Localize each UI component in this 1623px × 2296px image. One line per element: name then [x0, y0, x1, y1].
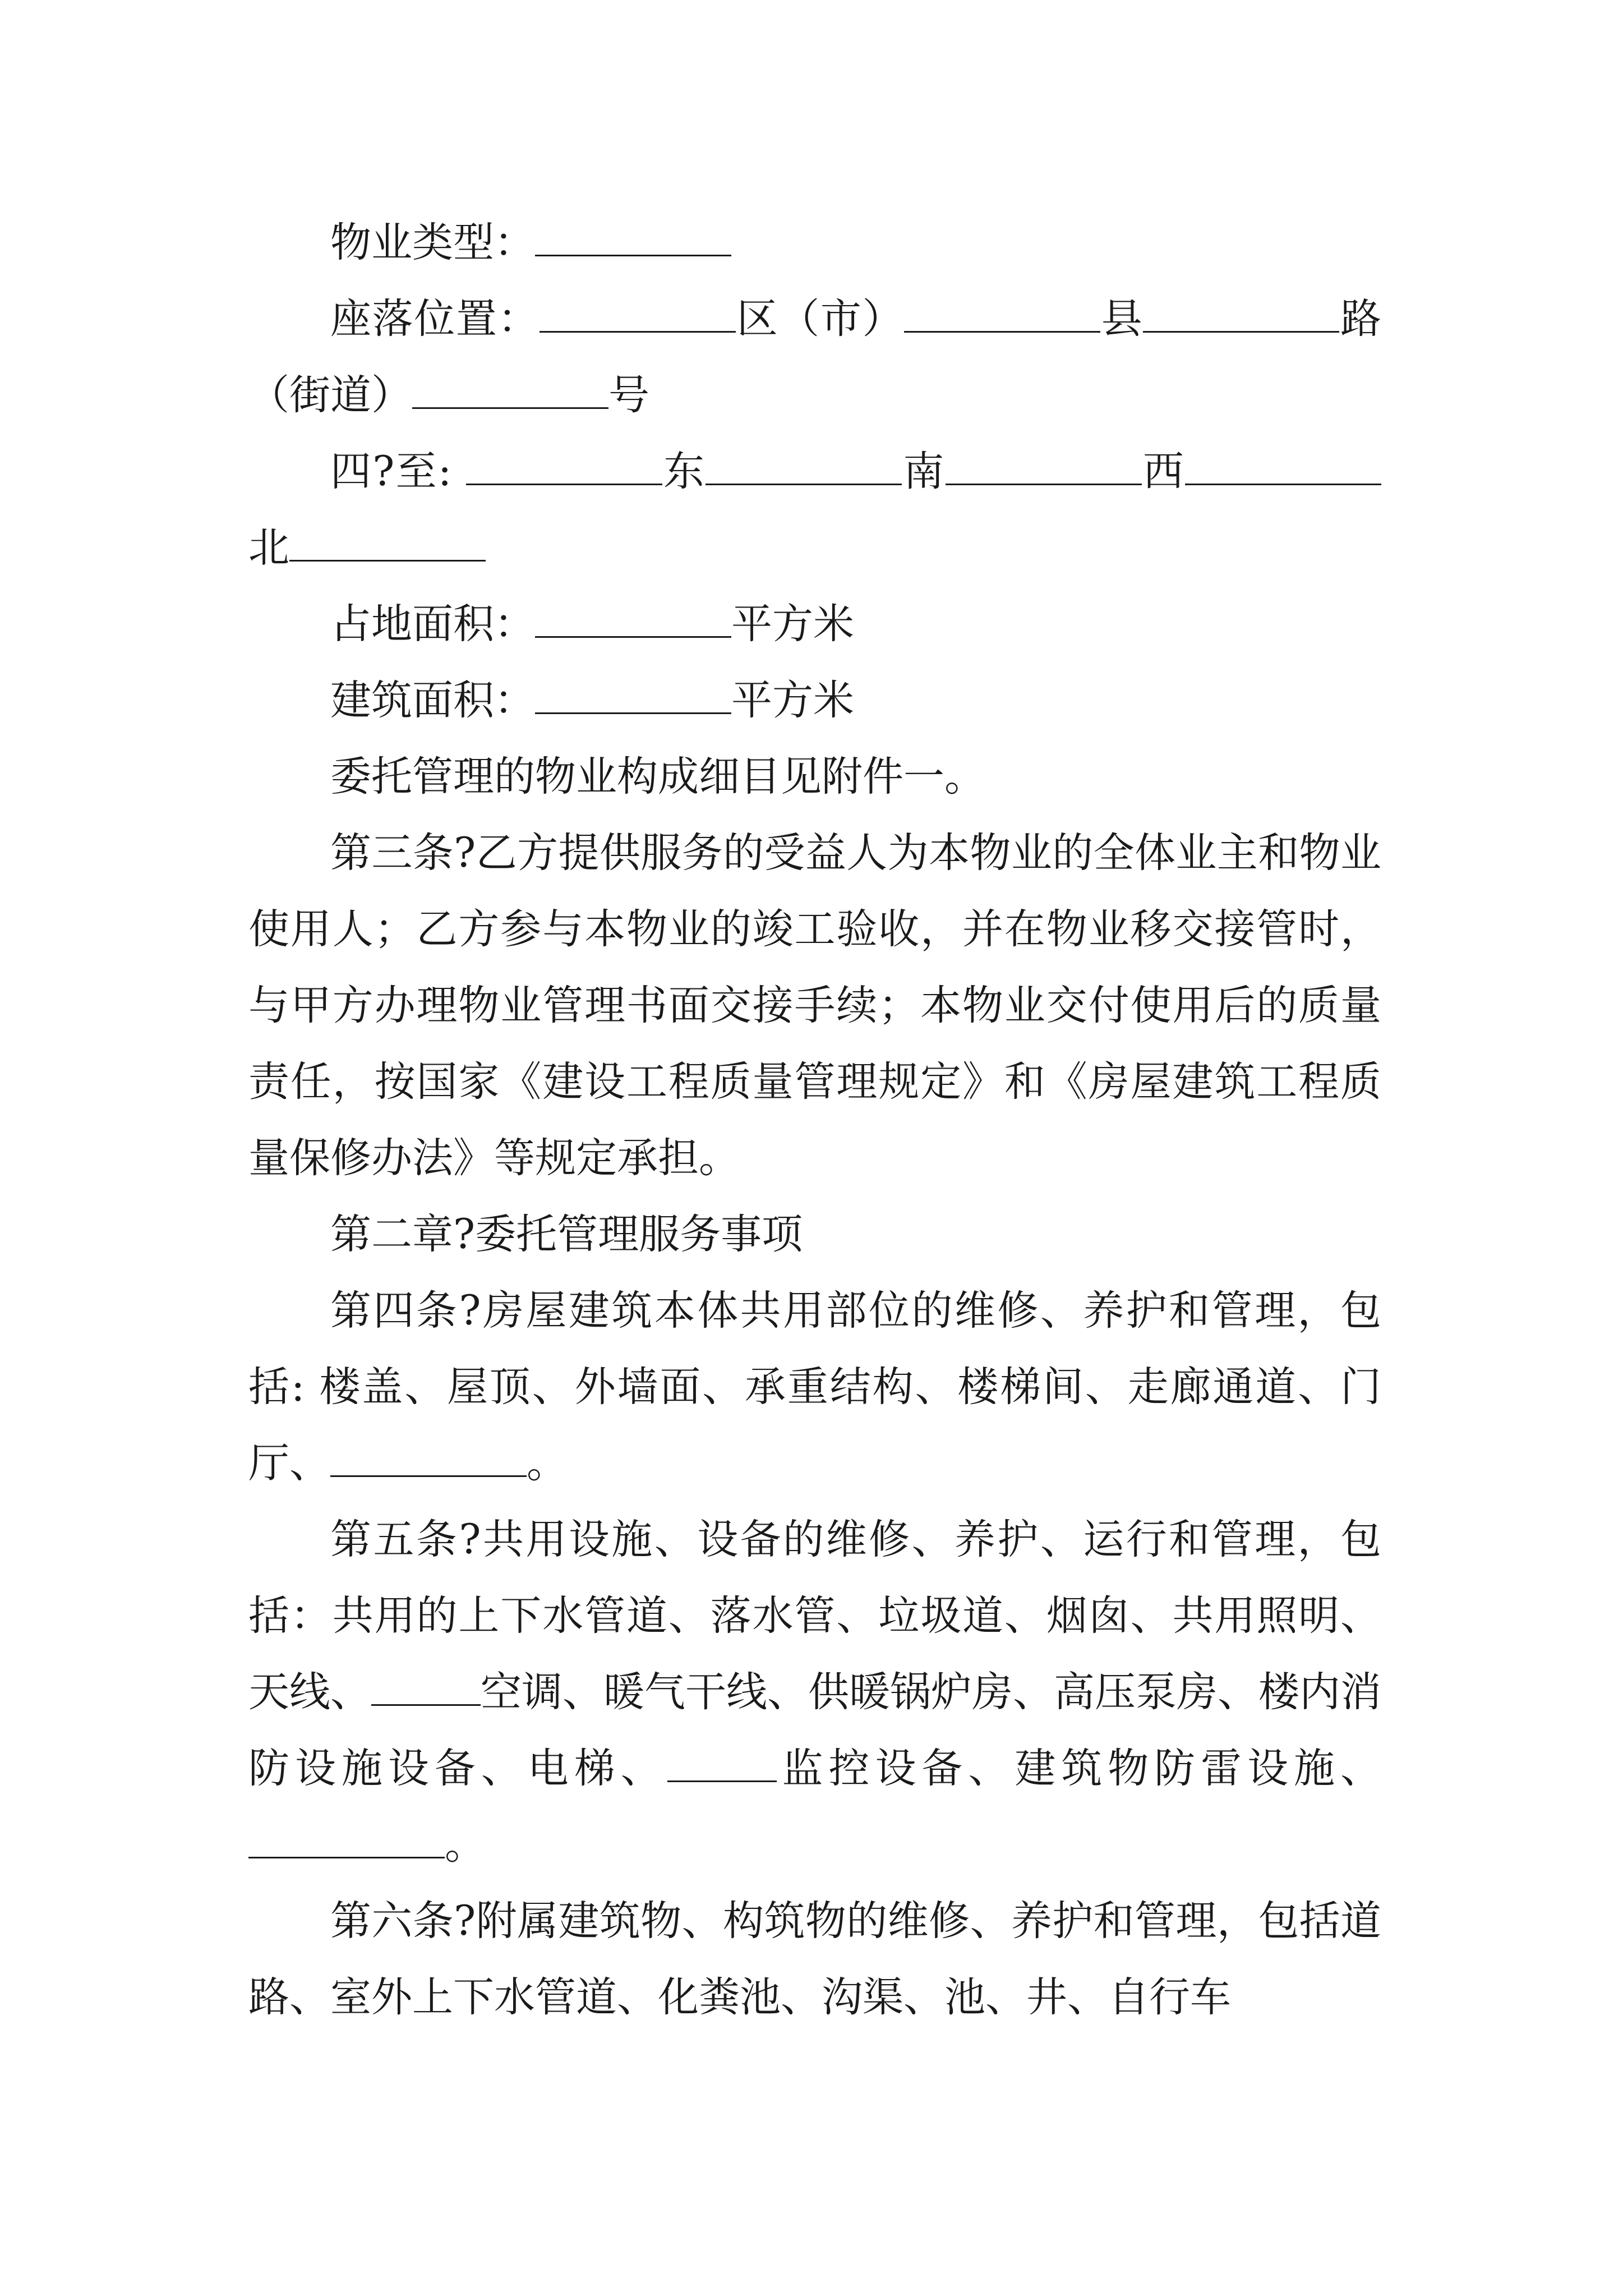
number-label: 号	[608, 371, 649, 419]
east-blank[interactable]	[466, 451, 662, 485]
south-label: 南	[902, 448, 946, 495]
article-5-text-b: 空调、暖气干线、供暖锅炉房、高压泵房、楼内消防设施设备、电梯、	[248, 1668, 1381, 1792]
west-blank[interactable]	[946, 451, 1142, 485]
document-page	[248, 205, 1381, 2036]
north-label: 北	[248, 524, 289, 572]
article-5-blank-1[interactable]	[371, 1672, 481, 1706]
building-area-unit: 平方米	[731, 677, 854, 724]
south-blank[interactable]	[706, 451, 902, 485]
county-label: 县	[1100, 295, 1144, 343]
land-area-label: 占地面积：	[330, 600, 535, 648]
east-label: 东	[662, 448, 706, 495]
district-label: 区（市）	[736, 295, 905, 343]
chapter-2-heading: 第二章?委托管理服务事项	[330, 1211, 803, 1258]
article-4-end: 。	[527, 1439, 568, 1487]
north-blank-a[interactable]	[1185, 451, 1381, 485]
article-4-text: 第四条?房屋建筑本体共用部位的维修、养护和管理，包括: 楼盖、屋顶、外墙面、承重结构、楼梯间、走廊通道、门厅、	[248, 1287, 1381, 1487]
building-area-blank[interactable]	[535, 680, 731, 714]
article-4	[248, 1273, 1381, 1502]
location-line	[248, 281, 1381, 434]
article-4-blank[interactable]	[330, 1443, 527, 1477]
property-type-label: 物业类型：	[330, 219, 535, 266]
appendix-note: 委托管理的物业构成细目见附件一。	[330, 753, 985, 800]
article-5-blank-3[interactable]	[248, 1824, 445, 1858]
article-5-end: 。	[445, 1821, 486, 1869]
north-blank[interactable]	[289, 527, 486, 562]
boundary-line	[248, 434, 1381, 586]
location-road-blank[interactable]	[1143, 298, 1339, 333]
land-area-line	[248, 586, 1381, 662]
building-area-line	[248, 662, 1381, 739]
article-6: 第六条?附属建筑物、构筑物的维修、养护和管理，包括道路、室外上下水管道、化粪池、沟渠、池、井、自行车	[248, 1897, 1381, 2021]
location-district-blank[interactable]	[540, 298, 736, 333]
west-label: 西	[1141, 448, 1186, 495]
building-area-label: 建筑面积：	[330, 677, 535, 724]
road-label: 路（街道）	[248, 295, 1382, 419]
location-number-blank[interactable]	[412, 375, 608, 409]
property-type-line	[248, 205, 1381, 281]
article-5-blank-2[interactable]	[667, 1748, 777, 1782]
article-3: 第三条?乙方提供服务的受益人为本物业的全体业主和物业使用人；乙方参与本物业的竣工验收，并在物业移交接管时，与甲方办理物业管理书面交接手续；本物业交付使用后的质量责任，按国家《建设工程质量管理规定》和《房屋建筑工程质量保修办法》等规定承担。	[248, 829, 1381, 1182]
article-5-text-c: 监控设备、建筑物防雷设施、	[776, 1745, 1382, 1792]
land-area-blank[interactable]	[535, 604, 731, 638]
land-area-unit: 平方米	[731, 600, 854, 648]
property-type-blank[interactable]	[535, 222, 731, 256]
article-5	[248, 1502, 1381, 1883]
location-label: 座落位置：	[330, 295, 540, 343]
location-county-blank[interactable]	[904, 298, 1100, 333]
boundary-label: 四?至:	[330, 448, 452, 495]
article-5-text-a: 第五条?共用设施、设备的维修、养护、运行和管理，包括：共用的上下水管道、落水管、垃圾道、烟囱、共用照明、天线、	[248, 1516, 1381, 1716]
